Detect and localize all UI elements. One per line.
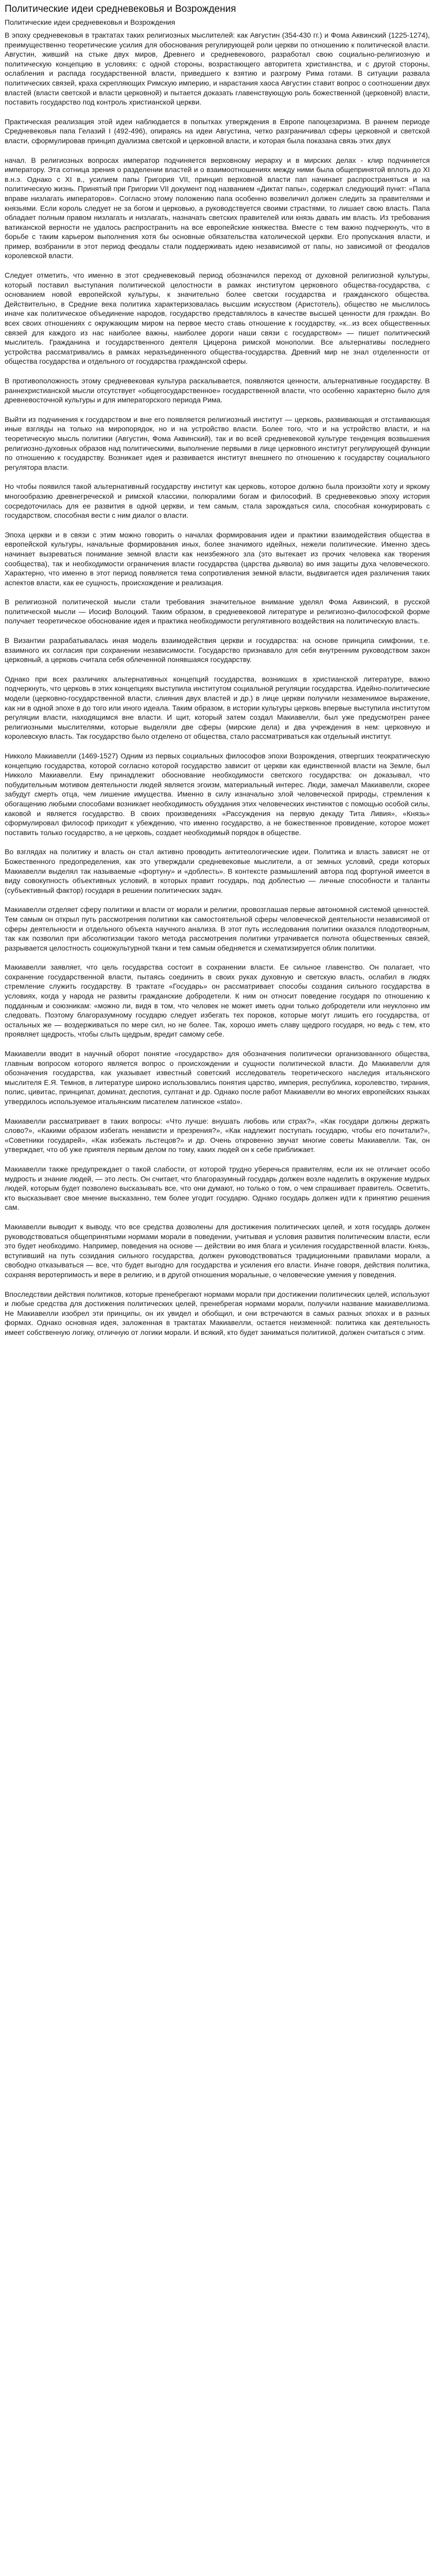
paragraph: Эпоха церкви и в связи с этим можно говорить о началах формирования идеи и практики взаимодействия общества в европейской культуры, начальные формирования иных, более значимого идейных, нежели политические. Именно здесь начинает вызреваться понимание земной власти как неизбежного зла (это вытекает из прочих человека как творения сообщества), так и необходимости ограничения власти государства (царства дьявола) во имя защиты духа человеческого. Характерно, что именно в этот период появляется тема сопротивления земной власти, выдвигается идея различения таких аспектов власти, как ее сущность, происхождение и реализация. bbox=[5, 530, 430, 587]
paragraph: Однако при всех различиях альтернативных концепций государства, возникших в христианской литературе, важно подчеркнуть, что церковь в этих концепциях выступила институтом социальной регуляции государства. Идейно-политические модели (церковно-государственной власти, слияния двух властей и др.) в лице церкви получили незаменимое выражение, как ни в одной эпохе в до того или иного идеала. Таким образом, в истории культуры церковь впервые выступила институтом регуляции власти, находящимся вне власти. И щит, который затем создал Макиавелли, был уже предусмотрен ранее религиозными мыслителями, которые выделяли две сферы (мирские дела) и два учреждения в нем: церковную и королевскую власть. Так государство было отделено от общества, стало рассматриваться как отдельный институт. bbox=[5, 674, 430, 741]
paragraph: Следует отметить, что именно в этот средневековый период обозначился переход от духовной религиозной культуры, который поставил выступания политической целостности в рамках институтом церковного общества-государства, с основанием новой европейской культуры, к значительно более светски государства и гражданского общества. Действительно, в Средние века политика характеризовалась высшим искусством (Аристотель), общество не мыслилось иначе как политическое объединение народов, государство представлялось в качестве высшей ценности для граждан. Во всех своих отношениях с окружающим миром на первое место ставь отношение к государству, «к...из всех общественных связей для каждого из нас наиболее важны, наиболее дороги наши связи с государством» — пишет политический мыслитель. Гражданина и государственного деятеля Цицерона римской монополии. Все альтернативы последнего устройства рассматривались в рамках неразъединенного общества-государства. Древний мир не знал отделенности от общества государства и отдельного от государства гражданской сферы. bbox=[5, 271, 430, 366]
paragraph: начал. В религиозных вопросах император подчиняется верховному иерарху и в мирских делах - клир подчиняется императору. Эта сотница зрения о разделении властей и о взаимоотношениях между ними была общепринятой вплоть до XI в.н.э. Однако с XI в., усилием папы Григория VII, принцип верховной власти пап начинает распространяться и на политическую жизнь. Принятый при Григории VII документ под названием «Диктат папы», содержал следующий пункт: «Папа вправе низлагать императоров». Согласно этому положению папа особенно возвеличил должен следить за правителями и князьями. Если король следует не за богом и церковью, а руководствуется своими страстями, то лишает свою власть. Папа обладает полным правом низлагать и низлагать, назначать светских правителей или князь давать им власть. Из требования ватиканской верности не удалось распространить на все европейские княжества. Вместе с тем важно подчеркнуть, что в борьбе с таким карьером выполнения хотя бы основные обязательства католической церкви. Его пропускания власти, и пример, возбранили в этот период феодалы стали поддерживать идею независимой от папы, но зависимой от феодалов королевской власти. bbox=[5, 156, 430, 260]
paragraph: Макиавелли рассматривает в таких вопросы: «Что лучше: внушать любовь или страх?», «Как государи должны держать слово?», «Какими образом избегать ненависти и презрения?», «Как надлежит поступать государю, чтобы его почитали?», «Советники государей», «Как избежать льстецов?» и др. Очень откровенно звучат многие советы Макиавелли. Так, он утверждает, что об уже приятеля первым делом по тому, каких людей он к себе приближает. bbox=[5, 1116, 430, 1154]
paragraph: Практическая реализация этой идеи наблюдается в попытках утверждения в Европе папоцезаризма. В раннем периоде Средневековья папа Гелазий I (492-496), опираясь на идеи Августина, четко разграничивал сферы церковной и светской власти, сформулировав принцип дуализма светской и церковной власти, и которая была показана связь этих двух bbox=[5, 117, 430, 145]
paragraph: Но чтобы появился такой альтернативный государству институт как церковь, которое должно была произойти хоту и яркому многообразию древнегреческой и римской классики, полюралими богам и философий. В средневековью эпоху история сосредоточилась для ее развития в одной церкви, и тем самым, стала зарождаться сила, способная конкурировать с государством, способная вести с ним диалог о власти. bbox=[5, 482, 430, 520]
paragraph: В противоположность этому средневековая культура раскалывается, появляются ценности, альтернативные государству. В раннехристианской мысли отсутствует «общегосударственное» государственной власти, что особенно характерно было для древневосточной культуры и для императорского периода Рима. bbox=[5, 377, 430, 404]
document-body bbox=[5, 30, 430, 1337]
paragraph: Макиавелли выводит к выводу, что все средства дозволены для достижения политических целей, и хотя государь должен руководствоваться общепринятыми нормами морали в поведении, учитывая и условия развития политическим власти, если это будет необходимо. Например, поведения на основе — действии во имя блага и усиления государственной власти. Князь, вступивший на путь созидания сильного государства, должен руководствоваться традиционными правилами морали, а свободно отказываться — все, что будет выгодно для государства и усиления его власти. Иначе говоря, действия политика, сохраняя веротерпимость и вере в религию, и в другой отношения моральные, о человеческие умения у поведения. bbox=[5, 1222, 430, 1279]
paragraph: В религиозной политической мысли стали требования значительное внимание уделял Фома Аквинский, в русской политической мысли — Иосиф Волоцкий. Таким образом, в средневековой литературе и религиозно-философской форме получает теоретическое обоснование идея и практика необходимости регулятивного воздействия на политическую власть. bbox=[5, 598, 430, 625]
page-subtitle: Политические идеи средневековья и Возрождения bbox=[5, 18, 176, 26]
paragraph: Впоследствии действия политиков, которые пренебрегают нормами морали при достижении политических целей, используют и любые средства для достижения политических целей, пренебрегая нормами морали, получили название макиавеллизма. Не Макиавелли изобрел эти принципы, он их увидел и обобщил, и они встречаются в самых разных эпохах и в разных формах. Однако основная идея, заложенная в трактатах Макиавелли, остается неизменной: политика как деятельность имеет собственную логику, отличную от логики морали. И всякий, кто будет заниматься политикой, должен считаться с этим. bbox=[5, 1290, 430, 1336]
paragraph: Макиавелли вводит в научный оборот понятие «государство» для обозначения политически организованного общества, главным вопросом которого является вопрос о происхождении и сущности политической власти. До Макиавелли для обозначения государства, как указывает известный советский исследователь теоретического наследия итальянского мыслителя Е.Я. Темнов, в литературе широко использовались понятия царство, империя, республика, королевство, тирания, полис, цивитас, принципат, доминат, деспотия, султанат и др. Однако после работ Макиавелли во многих европейских языках утвердилось используемое итальянским писателем латинское «stato». bbox=[5, 1049, 430, 1106]
paragraph: В эпоху средневековья в трактатах таких религиозных мыслителей: как Августин (354-430 гг.) и Фома Аквинский (1225-1274), преимущественно теоретические усилия для обоснования регулирующей роли церкви по отношению к политической власти. Августин, живший на стыке двух миров, Древнего и средневекового, разработал свою социально-религиозную и политическую концепцию в условиях: с одной стороны, возрастающего авторитета христианства, и с другой стороны, ослабления и распада государственной власти, приведшего к взятию и разгрому Рима готами. В ситуации развала политических связей, краха скрепляющих Римскую империю, и нарастания хаоса Августин ставит вопрос о соотношении двух властей (власти светской и власти церковной) и пытается доказать главенствующую роль божественной (церковной) власти, поставить государство под контроль христианской церкви. bbox=[5, 31, 430, 107]
paragraph: Макиавелли также предупреждает о такой слабости, от которой трудно уберечься правителям, если их не отличает особо мудрость и знание людей, — это лесть. Он считает, что благоразумный государь должен возле наделить в окружение мудрых людей, которым будет позволено высказывать все, что они думают, но только о том, о чем спрашивает правитель. Осветить, кто высказывает свое мнение высказанно, тем более угодит государю. Однако государь должен идти к принятию решения сам. bbox=[5, 1164, 430, 1212]
paragraph: Никколо Макиавелли (1469-1527) Одним из первых социальных философов эпохи Возрождения, отвергших теократическую концепцию государства, которой согласно которой государство зависит от церкви как единственной власти на Земле, был Никколо Макиавелли. Ему принадлежит обоснование необходимости светского государства: он доказывал, что побудительным мотивом деятельности людей является эгоизм, материальный интерес. Люди, замечал Макиавелли, скорее забудут смерть отца, чем лишение имущества. Именно в силу изначально злой человеческой природы, стремления к обогащению любыми способами возникает необходимость обуздания этих человеческих инстинктов с помощью особой силы, каковой и является государство. В своих произведениях «Рассуждения на первую декаду Тита Ливия», «Князь» сформулировал философ приходит к убеждению, что именно государство, а не божественное провидение, которое может поставить только государство, а не церковь, создает необходимый порядок в обществе. bbox=[5, 752, 430, 837]
paragraph: В Византии разрабатывалась иная модель взаимодействия церкви и государства: на основе принципа симфонии, т.е. взаимного их согласия при сохранении независимости. Государство признавало для себя внутренним руководством закон церковный, а церковь считала себя облеченной понявшаяся государству. bbox=[5, 636, 430, 664]
page-title: Политические идеи средневековья и Возрождения bbox=[5, 4, 236, 14]
paragraph: Выйти из подчинения к государством и вне его появляется религиозный институт — церковь, развивающая и отстаивающая иные взгляды на только на миропорядок, но и на устройство власти. Более того, что и на устройство власти, и на теоретическую мысль политики (Августин, Фома Аквинский), так и во всей средневековой культуре тенденция возвышения религиозно-духовных образов над политическими, выполнение первыми в лице церковного институт регулирующей функции по отношению к государству. Возникает идея и развивается институт внешнего по отношению к государству социального регулятора власти. bbox=[5, 415, 430, 471]
paragraph: Макиавелли отделяет сферу политики и власти от морали и религии, провозглашая первые автономной системой ценностей. Тем самым он открыл путь рассмотрения политики как самостоятельной сферы человеческой деятельности независимой от сферы деятельности и отдельного объекта научного анализа. В этот путь исследования политики оказался плодотворным, так как позволил при абсолютизации такого метода рассмотрения политики утрачивается полнота общественных связей, разрывается целостность социокультурной ткани и тем самым обедняется и схематизируется облик политики. bbox=[5, 905, 430, 952]
paragraph: Во взглядах на политику и власть он стал активно проводить антитеологические идеи. Политика и власть зависят не от Божественного предопределения, как это утверждали средневековые мыслители, а от земных условий, среди которых Макиавелли выделял так называемые «фортуну» и «доблесть». В контексте размышлений автора под фортуной имеется в виду совокупность объективных условий, в которых правит государь, под доблестью — личные способности и таланты (субъективный фактор) государя в решении политических задач. bbox=[5, 848, 430, 894]
paragraph: Макиавелли заявляет, что цель государства состоит в сохранении власти. Ее сильное главенство. Он полагает, что сохранение государственной власти, пытаясь соединить в своих руках духовную и светскую власть, ослабил в людях стремление служить государству. В трактате «Государь» он рассматривает способы создания сильного государства в условиях, когда у народа не развиты гражданские добродетели. К ним он относит поведение государя по отношению к подданным и союзникам: «можно ли, видя в том, что человек не может иметь одни только добродетели или неуклонно им следовать. Поэтому благоразумному государю следует избегать тех пороков, которые могут лишить его государства, от остальных же — воздерживаться по мере сил, но не более. Так, хорошо иметь славу щедрого государя, но ведь с тем, кто проявляет щедрость, чтобы слыть щедрым, вредит самому себе. bbox=[5, 963, 430, 1039]
